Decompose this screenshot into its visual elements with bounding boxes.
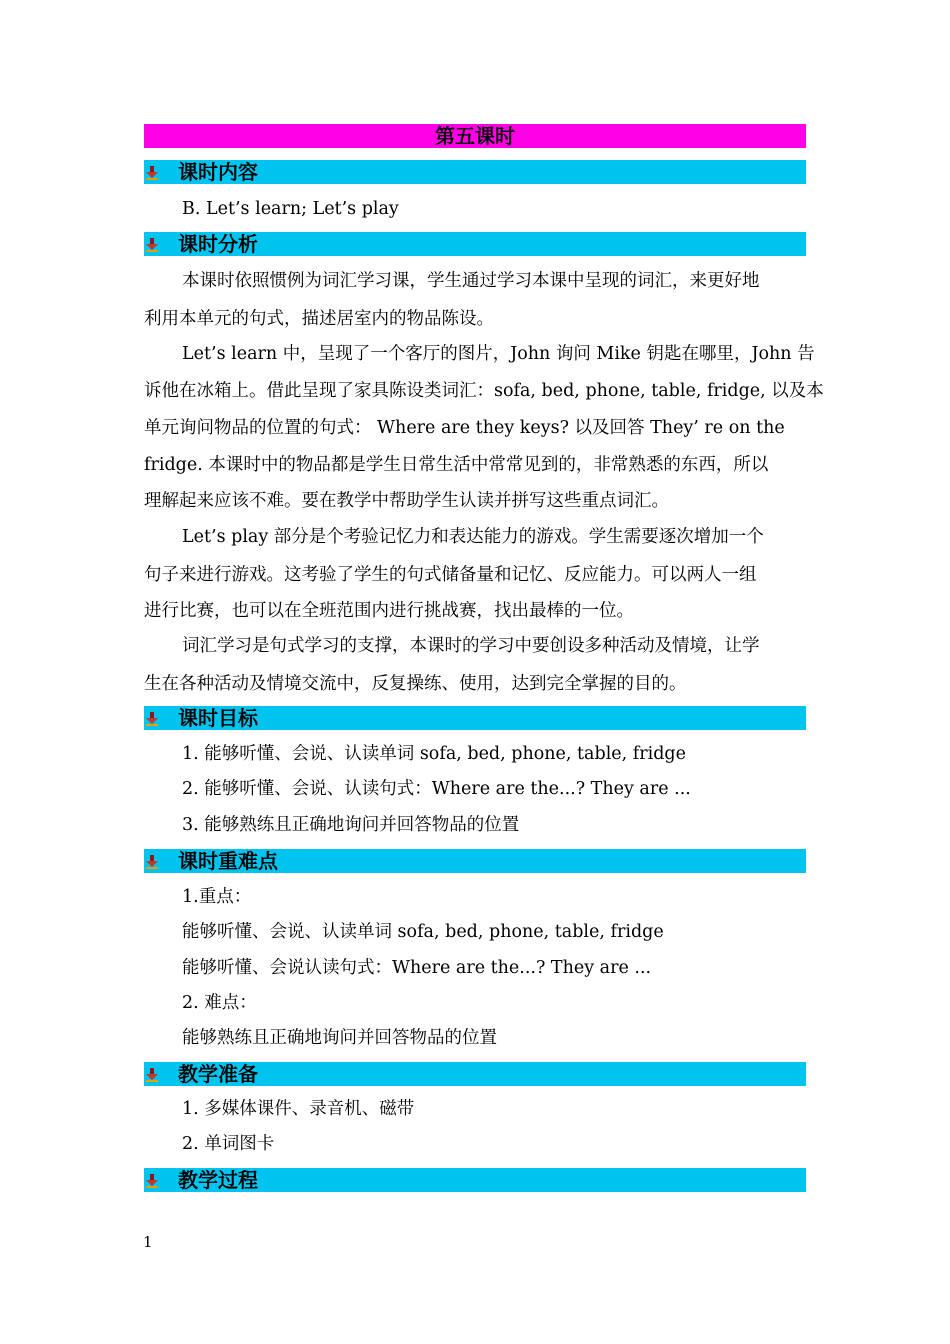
section-heading: 课时目标: [178, 706, 258, 730]
text-line: B. Let’s learn; Let’s play: [182, 199, 399, 219]
down-arrow-icon: [146, 855, 158, 869]
down-arrow-icon: [146, 1068, 158, 1082]
page-number: 1: [143, 1233, 153, 1251]
text-line: 理解起来应该不难。要在教学中帮助学生认读并拼写这些重点词汇。: [144, 491, 669, 511]
down-arrow-icon: [146, 166, 158, 180]
text-line: 生在各种活动及情境交流中，反复操练、使用，达到完全掌握的目的。: [144, 674, 687, 694]
text-line: 2. 难点：: [182, 993, 257, 1013]
text-line: Let’s learn 中，呈现了一个客厅的图片，John 询问 Mike 钥匙在哪里，John 告: [182, 344, 815, 364]
text-line: 句子来进行游戏。这考验了学生的句式储备量和记忆、反应能力。可以两人一组: [144, 565, 757, 585]
section-heading: 课时重难点: [178, 849, 278, 873]
section-heading: 教学准备: [178, 1062, 258, 1086]
down-arrow-icon: [146, 1174, 158, 1188]
section-header-keypoints: [144, 849, 806, 873]
text-line: 词汇学习是句式学习的支撑，本课时的学习中要创设多种活动及情境，让学: [182, 636, 760, 656]
text-line: 能够听懂、会说认读句式：Where are the...? They are ...: [182, 958, 652, 978]
page-title: 第五课时: [144, 124, 806, 148]
text-line: 能够听懂、会说、认读单词 sofa, bed, phone, table, fridge: [182, 922, 664, 942]
section-header-content: [144, 160, 806, 184]
section-heading: 课时分析: [178, 232, 258, 256]
text-line: 2. 能够听懂、会说、认读句式：Where are the...? They are ...: [182, 779, 691, 799]
text-line: 利用本单元的句式，描述居室内的物品陈设。: [144, 309, 494, 329]
text-line: fridge. 本课时中的物品都是学生日常生活中常常见到的，非常熟悉的东西，所以: [144, 455, 769, 475]
down-arrow-icon: [146, 238, 158, 252]
text-line: 1. 多媒体课件、录音机、磁带: [182, 1099, 415, 1119]
text-line: 本课时依照惯例为词汇学习课，学生通过学习本课中呈现的词汇，来更好地: [182, 271, 760, 291]
text-line: 1. 能够听懂、会说、认读单词 sofa, bed, phone, table, fridge: [182, 744, 686, 764]
text-line: 诉他在冰箱上。借此呈现了家具陈设类词汇：sofa, bed, phone, table, fridge, 以及本: [144, 381, 824, 401]
text-line: 2. 单词图卡: [182, 1134, 275, 1154]
section-heading: 课时内容: [178, 160, 258, 184]
text-line: 能够熟练且正确地询问并回答物品的位置: [182, 1028, 497, 1048]
text-line: 进行比赛，也可以在全班范围内进行挑战赛，找出最棒的一位。: [144, 601, 634, 621]
text-line: Let’s play 部分是个考验记忆力和表达能力的游戏。学生需要逐次增加一个: [182, 527, 764, 547]
down-arrow-icon: [146, 712, 158, 726]
text-line: 3. 能够熟练且正确地询问并回答物品的位置: [182, 815, 520, 835]
section-header-goals: [144, 706, 806, 730]
text-line: 1.重点：: [182, 887, 252, 907]
section-heading: 教学过程: [178, 1168, 258, 1192]
text-line: 单元询问物品的位置的句式： Where are they keys? 以及回答 They’ re on the: [144, 418, 785, 438]
section-header-process: [144, 1168, 806, 1192]
section-header-analysis: [144, 232, 806, 256]
section-header-prep: [144, 1062, 806, 1086]
